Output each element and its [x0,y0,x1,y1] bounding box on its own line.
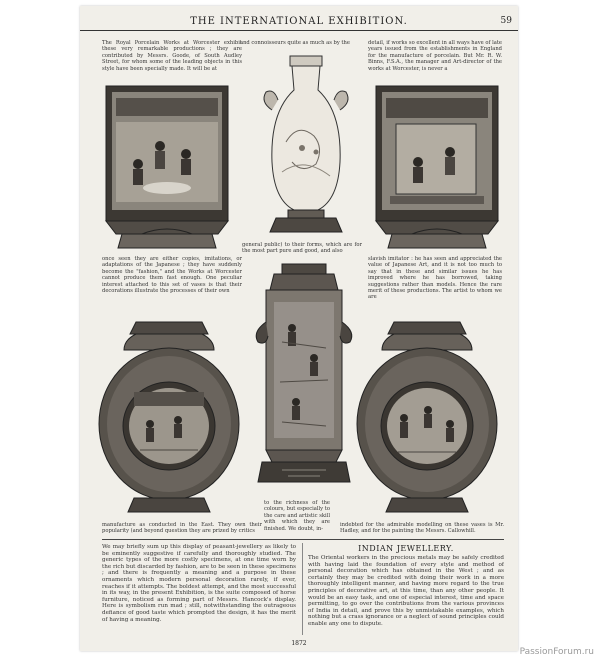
text-bottom-right: The Oriental workers in the precious metals may be safely credited with having laid the foundation of every style and method of personal decoration which has obtained in the West ; and as certainly they may be credited with doing their work in a more thoroughly intelligent manner, and having more regard to the true principles of decorative art, at this time, than any other people. It would be an easy task, and one of especial interest, time and space permitting, to go over the contributions from the various provinces of India in detail, and prove this by unmistakable examples, which nothing but a crass ignorance or a neglect of sound principles could enable any one to dispute. [308,555,504,627]
text-col2-low: to the richness of the colours, but especially to the care and artistic skill with which they are finished. We doubt, in- [264,500,330,532]
text-col3-low: indebted for the admirable modelling on these vases is Mr. Hadley, and for the painting the Messrs. Callowhill. [340,522,504,535]
illustration-panel-right [372,84,502,254]
illustration-flask-right [352,320,502,520]
text-col1-top: The Royal Porcelain Works at Worcester exhibit these very remarkable productions ; they are contributed by Messrs. Goode, of South Audley Street, for whom some of the leading objects in this style have been specially made. It will be at [102,40,242,72]
watermark-text: PassionForum.ru [519,647,594,657]
magazine-page [80,6,518,651]
text-col2-top: and connoisseurs quite as much as by the [240,40,350,46]
text-col3-mid: slavish imitator : he has seen and appreciated the value of Japanese Art, and it is not too much to say that in these and similar issues he has improved where he has borrowed, taking suggestions rather than models. Hence the rare merit of these productions. The artist to whom we are [368,256,502,301]
illustration-vase-center-square [252,262,356,494]
illustration-panel-left [102,84,232,254]
section-divider [102,539,504,540]
text-bottom-left: We may briefly sum up this display of peasant-jewellery as likely to be eminently suggestive if carefully and thoroughly studied. The generic types of the more costly specimens, at one time worn by the rich but discarded by fashion, are to be seen in these specimens ; and there is frequently a meaning and a purpose in these ornaments which modern personal decoration rarely, if ever, reaches if it attempts. The boldest attempt, and the most successful in its way, in the present Exhibition, is the suite composed of horse furniture, noticed as forming part of Messrs. Hancock's display. Here is symbolism run mad ; still, notwithstanding the outrageous defiance of good taste which prompted the design, it has the merit of having a meaning. [102,544,296,623]
page-number: 59 [500,16,512,26]
text-col1-mid: once seen they are either copies, imitations, or adaptations of the Japanese ; they have suddenly become the "fashion," and the Works at Worcester cannot produce them fast enough. One peculiar interest attached to this set of vases is that their decorations illustrate the processes of their own [102,256,242,295]
text-col1-low: manufacture as conducted in the East. They own their popularity (and beyond question they are prized by critics [102,522,262,535]
page-title: THE INTERNATIONAL EXHIBITION. [190,16,408,27]
illustration-flask-left [94,320,244,520]
text-col2-mid: general public) to their forms, which are for the most part pure and good, and also [242,242,362,255]
section-heading-indian-jewellery: INDIAN JEWELLERY. [358,544,454,553]
illustration-vase-center-top [258,52,354,242]
page-header [80,16,518,31]
footer-year: 1872 [291,640,307,647]
text-col3-top: detail, if works so excellent in all ways have of late years issued from the establishments in England for the manufacture of porcelain. But Mr. R. W. Binns, F.S.A., the manager and Art-director of the works at Worcester, is never a [368,40,502,72]
column-divider [302,543,303,635]
